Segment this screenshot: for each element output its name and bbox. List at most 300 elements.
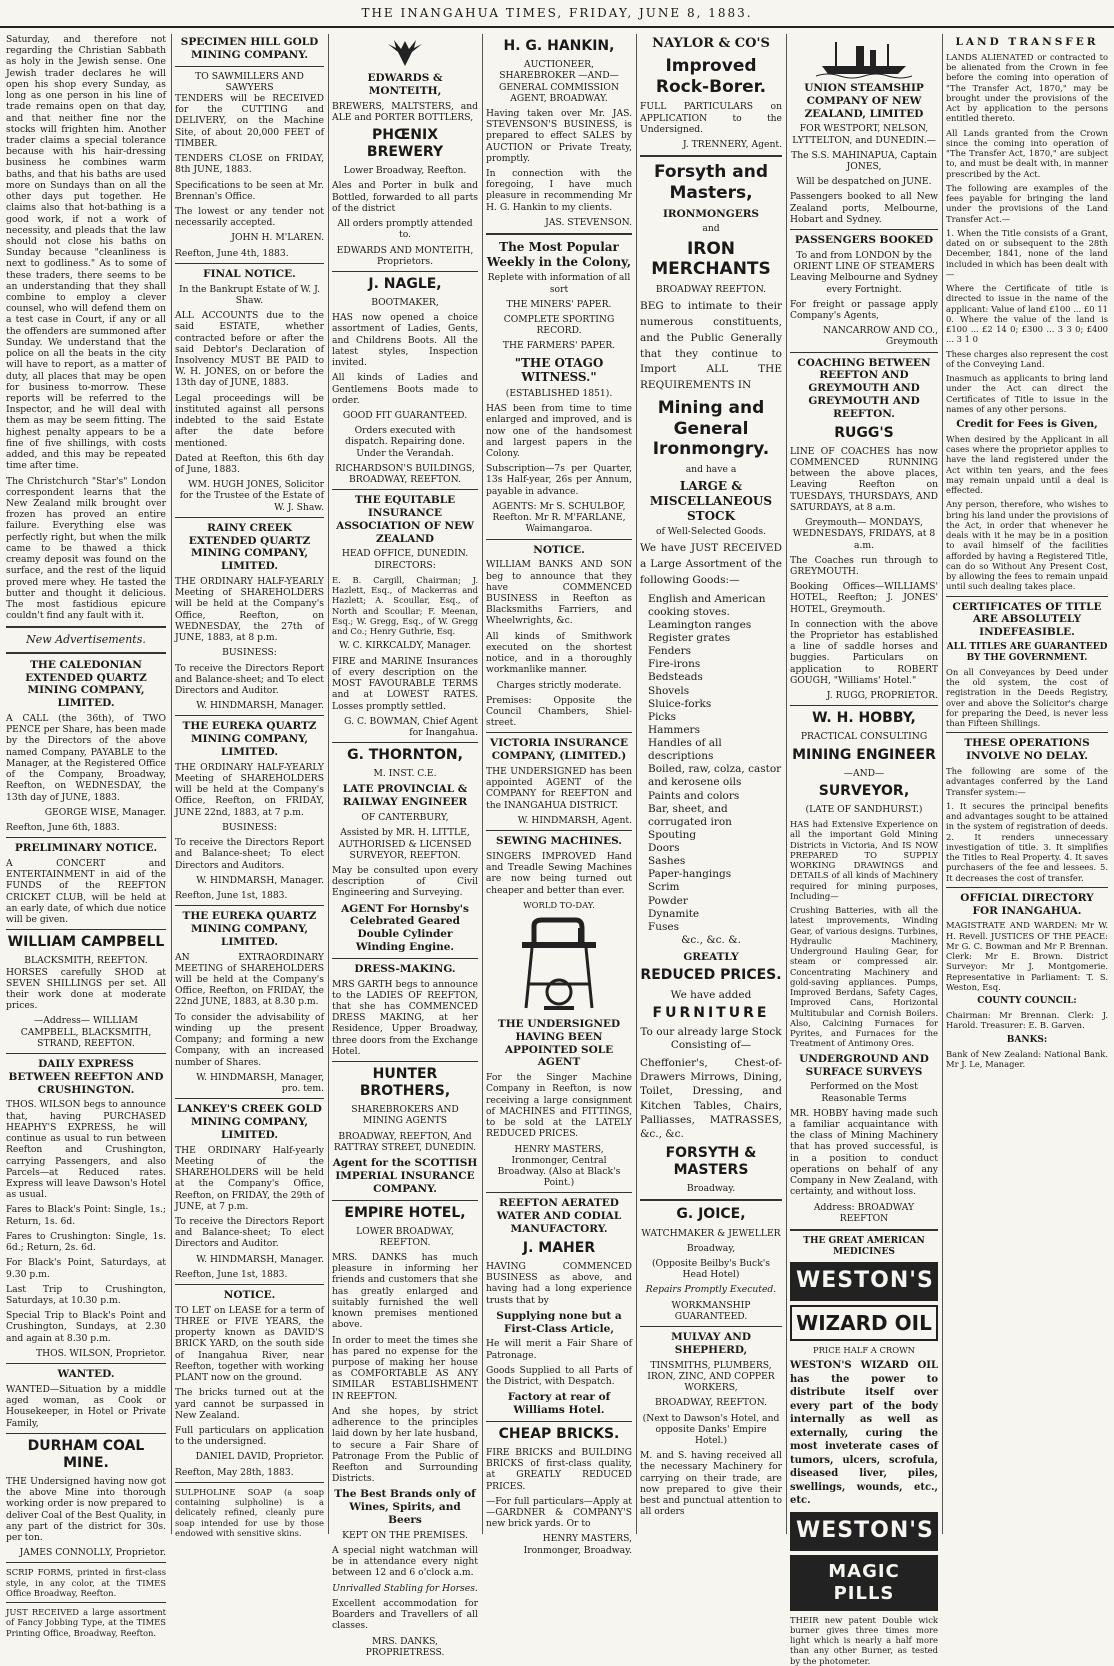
ad-body: THEIR new patent Double wick burner gives three times more light which is nearly a half more than any other Burner, as tested by the photometer. xyxy=(790,1614,938,1666)
ad-subheading: TINSMITHS, PLUMBERS, IRON, ZINC, AND COPPER WORKERS, xyxy=(647,1359,775,1394)
column-rule xyxy=(786,34,787,1534)
divider xyxy=(175,1284,324,1285)
ad-heading: Factory at rear of Williams Hotel. xyxy=(507,1391,611,1417)
divider xyxy=(6,1363,166,1364)
divider xyxy=(6,1562,166,1563)
ad-body: In order to meet the times she has pared no expense for the purpose of making her house as COMFORTABLE AS ANY SIMILAR ESTABLISHMENT IN REEFTON. xyxy=(332,1334,478,1402)
list-item: Hammers xyxy=(648,723,700,736)
ad-heading: LAND TRANSFER xyxy=(955,36,1099,48)
ad-signature: HENRY MASTERS, Ironmonger, Central Broadway. (Also at Black's Point.) xyxy=(497,1143,621,1189)
ad-body: HAVING COMMENCED BUSINESS as above, and having had a long experience trusts that by xyxy=(486,1260,632,1306)
ad-signature: JAS. STEVENSON. xyxy=(545,216,632,228)
list-item: Paints and colors xyxy=(648,789,740,802)
ad-body: WANTED—Situation by a middle aged woman, as Cook or Housekeeper, in Hotel or Private Family, xyxy=(6,1383,166,1429)
divider xyxy=(6,626,166,628)
ad-signature: J. TRENNERY, Agent. xyxy=(682,138,782,150)
ad-heading: DAILY EXPRESS BETWEEN REEFTON AND CRUSHINGTON. xyxy=(8,1058,164,1096)
list-item: Register grates xyxy=(648,632,731,645)
ad-body: To consider the advisability of winding up the present Company; and forming a new Company, with an increased number of Shares. xyxy=(175,1011,324,1068)
ad-body: SCRIP FORMS, printed in first-class style, in any color, at the TIMES Office Broadway, Reefton. xyxy=(6,1567,166,1598)
ad-body: HAS now opened a choice assortment of Ladies, Gents, and Childrens Boots. All the latest styles, Inspection invited. xyxy=(332,312,478,369)
ad-heading: THE EQUITABLE INSURANCE ASSOCIATION OF NEW ZEALAND xyxy=(336,494,474,545)
ad-heading: Forsyth and Masters, xyxy=(653,162,769,203)
divider xyxy=(640,1326,782,1327)
column-5 xyxy=(640,34,782,1534)
business-label: BUSINESS: xyxy=(222,647,277,659)
ad-body: LANDS ALIENATED or contracted to be alienated from the Crown in fee before the coming into operation of "The Transfer Act, 1870," may be brought under the provisions of the Act by application to the persons entitled thereto. xyxy=(946,51,1108,124)
ad-heading: RUGG'S xyxy=(834,424,894,441)
ad-address: Broadway. xyxy=(686,1183,736,1195)
divider xyxy=(332,958,478,959)
ad-heading: SPECIMEN HILL GOLD MINING COMPANY. xyxy=(180,36,319,61)
ad-heading: FINAL NOTICE. xyxy=(203,267,296,280)
divider xyxy=(332,271,478,272)
ad-line: (ESTABLISHED 1851). xyxy=(505,387,613,399)
ad-body: HAS been from time to time enlarged and improved, and is now one of the handsomest and largest papers in the Colony. xyxy=(486,403,632,460)
ad-body: TENDERS will be RECEIVED for the CUTTING and DELIVERY, on the Machine Site, of about 20,000 FEET of TIMBER. xyxy=(175,93,324,149)
list-item: Bar, sheet, and corrugated iron xyxy=(648,802,732,828)
ad-signature: THOS. WILSON, Proprietor. xyxy=(35,1347,166,1359)
ad-line: KEPT ON THE PREMISES. xyxy=(342,1529,468,1541)
ad-line: of Well-Selected Goods. xyxy=(655,526,767,538)
ad-line: and have a xyxy=(685,464,737,476)
list-item: Fenders xyxy=(648,645,692,658)
ad-line: THE FARMERS' PAPER. xyxy=(502,340,616,352)
ad-heading: G. THORNTON, xyxy=(347,747,463,764)
list-item: Boiled, raw, colza, castor and kerosene oils xyxy=(648,763,782,789)
ad-subheading: ALL TITLES ARE GUARANTEED BY THE GOVERNMENT. xyxy=(946,641,1108,663)
divider xyxy=(332,1061,478,1062)
ad-body: Excellent accommodation for Boarders and Travellers of all classes. xyxy=(332,1597,478,1632)
ad-body: HAS had Extensive Experience on all the important Gold Mining Districts in Victoria, And IS NOW PREPARED TO SUPPLY WORKING DRAWINGS and DETAILS of all kinds of Machinery required for mining purposes, Including— xyxy=(790,819,938,901)
ad-line: TENDERS CLOSE on FRIDAY, 8th JUNE, 1883. xyxy=(175,153,324,176)
ad-body: M. and S. having received all the necessary Machinery for carrying on their trade, are now prepared to give their best and punctual attention to all orders xyxy=(640,1450,782,1518)
business-label: BUSINESS: xyxy=(222,821,277,833)
ad-body: JUST RECEIVED a large assortment of Fancy Jobbing Type, at the TIMES Printing Office, Broadway, Reefton. xyxy=(6,1607,166,1638)
ad-body: To and from LONDON by the ORIENT LINE OF STEAMERS Leaving Melbourne and Sydney every Fortnight. xyxy=(790,249,938,295)
ad-subheading: BANKS: xyxy=(1006,1034,1048,1045)
ad-body: Ales and Porter in bulk and Bottled, forwarded to all parts of the district xyxy=(332,180,478,214)
ad-body: To receive the Directors Report and Balance-sheet; To elect Directors and Auditor. xyxy=(175,1215,324,1250)
list-item: Spouting xyxy=(648,828,697,841)
ad-body: Assisted by MR. H. LITTLE, AUTHORISED & LICENSED SURVEYOR, REEFTON. xyxy=(338,827,472,861)
divider xyxy=(6,1602,166,1603)
ad-body: When desired by the Applicant in all cases where the proprietor applies to have the land registered under the Act within ten years, and the fees may remain unpaid until a deal is effected. xyxy=(946,433,1108,496)
ad-body: MRS GARTH begs to announce to the LADIES OF REEFTON, that she has COMMENCED DRESS MAKING, at her Residence, Upper Broadway, three doors from the Exchange Hotel. xyxy=(332,978,478,1057)
ad-signature: NANCARROW AND CO., Greymouth xyxy=(823,325,938,348)
ad-address: BROADWAY, REEFTON, And RATTRAY STREET, DUNEDIN. xyxy=(333,1130,477,1153)
ad-body: FIRE and MARINE Insurances of every description on the MOST FAVOURABLE TERMS and at LOWEST RATES. Losses promptly settled. xyxy=(332,655,478,712)
ad-line: PRICE HALF A CROWN xyxy=(812,1345,916,1356)
ad-body: THE ORDINARY Half-yearly Meeting of the SHAREHOLDERS will be held at the Company's Office, Reefton, on FRIDAY, the 29th of JUNE, at 7 p.m. xyxy=(175,1144,324,1212)
ad-date: Dated at Reefton, this 6th day of June, 1883. xyxy=(175,452,324,475)
ad-address: RICHARDSON'S BUILDINGS, BROADWAY, REEFTON. xyxy=(335,462,475,486)
divider xyxy=(790,1229,938,1231)
ad-heading: THE CALEDONIAN EXTENDED QUARTZ MINING COMPANY, LIMITED. xyxy=(25,658,147,710)
list-item: Fire-irons xyxy=(648,658,701,671)
ad-body: ALL ACCOUNTS due to the said ESTATE, whether contracted before or after the said Debtor's Declaration of Insolvency MUST BE PAID to W. H. JONES, on or before the 13th day of JUNE, 1883. xyxy=(175,310,324,389)
ad-body: 1. It secures the principal benefits and advantages sought to be attained in the system of registration of deeds. 2. It renders unnecessary investigation of title. 3. It simplifies the Titles to Real Property. 4. It saves purchasers of the fee and lessees. 5. It decreases the cost of transfer. xyxy=(946,800,1108,883)
article-paragraph: Saturday, and therefore not regarding the Christian Sabbath as holy in the Jewish sense. One Jewish trader declares he will open his shop every Sunday, as long as one person in his line of trade remains open on that day, and that neither fine nor the stocks will frighten him. Another trader claims a special tolerance because with his hair-dressing business he combines warm baths, and that his baths are used more on Sundays than on all the other days put together. He claims also that hot-bathing is a good work, if not a work of necessity, and pleads that the law should not close his baths on Sunday because "cleanliness is next to godliness." As to some of these traders, there seems to be an understanding that they shall combine to employ a clever counsel, who will defend them on a test case in Court, if any or all the offenders are summoned after Sunday. We understand that the police on all the beats in the city will have to report, as a matter of duty, all places that may be open for business to-morrow. These reports will be referred to the Inspector, and he will deal with them as may be seem fitting. The highest penalty appears to be a fine of five shillings, with costs added, and this may be repeated time after time. xyxy=(6,34,166,472)
magic-pills-logo: MAGIC PILLS xyxy=(790,1555,938,1611)
ad-heading: REEFTON AERATED WATER AND CODIAL MANUFACTORY. xyxy=(496,1197,622,1236)
list-item: English and American cooking stoves. xyxy=(648,592,766,618)
ad-heading: VICTORIA INSURANCE COMPANY, (LIMITED.) xyxy=(490,737,628,763)
list-item: Bedsteads xyxy=(648,671,703,684)
ad-date: Reefton, June 6th, 1883. xyxy=(6,821,120,833)
ad-body: BEG to intimate to their numerous constituents, and the Public Generally that they continue to Import ALL THE REQUIREMENTS IN xyxy=(640,300,782,392)
ad-body: HORSES carefully SHOD at SEVEN SHILLINGS per set. All their work done at moderate prices. xyxy=(6,966,166,1012)
ad-address: LOWER BROADWAY, REEFTON. xyxy=(356,1225,454,1248)
ad-line: and xyxy=(702,223,720,235)
ad-heading: UNDERGROUND AND SURFACE SURVEYS xyxy=(799,1052,929,1078)
list-item: Doors xyxy=(648,842,680,855)
ad-date: Reefton, May 28th, 1883. xyxy=(175,1466,294,1478)
divider xyxy=(6,1433,166,1434)
ad-subheading: WATCHMAKER & JEWELLER xyxy=(641,1227,781,1239)
wizard-oil-banner: WESTON'S xyxy=(790,1262,938,1301)
ad-address: Address: BROADWAY REEFTON xyxy=(813,1201,915,1224)
divider xyxy=(175,905,324,906)
list-item: Fuses xyxy=(648,920,680,933)
ad-heading: Credit for Fees is Given, xyxy=(956,418,1098,431)
ad-signature: MRS. DANKS, PROPRIETRESS. xyxy=(365,1635,445,1658)
ad-heading: DURHAM COAL MINE. xyxy=(27,1437,145,1471)
column-4 xyxy=(486,34,632,1556)
ad-body: We have JUST RECEIVED a Large Assortment of the following Goods:— xyxy=(640,542,782,586)
ad-line: (LATE OF SANDHURST.) xyxy=(805,804,923,816)
ad-heading: AGENT For Hornsby's Celebrated Geared Double Cylinder Winding Engine. xyxy=(341,902,469,953)
ad-heading: WILLIAM CAMPBELL xyxy=(7,934,165,951)
ad-heading: H. G. HANKIN, xyxy=(503,38,615,54)
ad-body: Where the Certificate of title is directed to issue in the name of the applicant: Value of land £100 ... £0 11 0. Where the value of the land is £100 ... £2 14 0; £300 ... 3 3 0; £400 ... 3 1 0 xyxy=(946,283,1108,345)
ad-line: GOOD FIT GUARANTEED. xyxy=(342,409,468,421)
ad-heading: PHŒNIX BREWERY xyxy=(366,127,444,161)
ad-address: —Address— WILLIAM CAMPBELL, BLACKSMITH, STRAND, REEFTON. xyxy=(20,1015,152,1049)
ad-heading: EMPIRE HOTEL, xyxy=(344,1204,466,1221)
column-rule xyxy=(636,34,637,1534)
ad-body: Cheffonier's, Chest-of-Drawers Mirrows, Dining, Toilet, Dressing, and Kitchen Tables, Chairs, Palliasses, MATRASSES, &c., &c. xyxy=(640,1057,782,1140)
ad-heading: DRESS-MAKING. xyxy=(354,962,456,975)
ad-heading: COACHING BETWEEN REEFTON AND GREYMOUTH AND GREYMOUTH AND REEFTON. xyxy=(797,356,931,420)
divider xyxy=(175,1482,324,1483)
ad-line: WORLD TO-DAY. xyxy=(523,899,595,910)
list-item: Leamington ranges xyxy=(648,618,752,631)
ad-body: All kinds of Ladies and Gentlemens Boots made to order. xyxy=(332,372,478,406)
ad-subheading: BLACKSMITH, REEFTON. xyxy=(24,955,148,967)
ad-signature: GEORGE WISE, Manager. xyxy=(44,806,166,818)
ad-heading: LATE PROVINCIAL & RAILWAY ENGINEER xyxy=(342,783,468,809)
ad-line: COMPLETE SPORTING RECORD. xyxy=(503,314,615,337)
ad-heading: CHEAP BRICKS. xyxy=(498,1425,620,1442)
ad-body: SINGERS IMPROVED Hand and Treadle Sewing Machines are now being turned out cheaper and better than ever. xyxy=(486,850,632,896)
ad-date: Reefton, June 4th, 1883. xyxy=(175,247,289,259)
ad-line: Charges strictly moderate. xyxy=(496,679,622,691)
ad-line: The S.S. MAHINAPUA, Captain JONES, xyxy=(791,149,937,173)
ad-body: The following are some of the advantages conferred by the Land Transfer system:— xyxy=(946,766,1108,797)
ad-heading: HUNTER BROTHERS, xyxy=(359,1066,451,1100)
ad-body: Booking Offices—WILLIAMS' HOTEL, Reefton; J. JONES' HOTEL, Greymouth. xyxy=(790,581,938,615)
ad-heading: The Best Brands only of Wines, Spirits, and Beers xyxy=(334,1488,476,1527)
ad-body: AN EXTRAORDINARY MEETING of SHAREHOLDERS will be held at the Company's Office, Reefton, on FRIDAY, the 22nd JUNE, 1883, at 8.30 p.m. xyxy=(175,951,324,1008)
ad-body: WESTON'S WIZARD OIL has the power to distribute itself over every part of the body internally as well as externally, curing the most inveterate cases of tumors, ulcers, scrofula, diseased liver, piles, swellings, wounds, etc., etc. xyxy=(790,1360,938,1507)
ad-signature: JOHN H. M'LAREN. xyxy=(231,232,324,244)
column-rule xyxy=(942,34,943,1534)
divider xyxy=(175,715,324,716)
ad-heading: NOTICE. xyxy=(533,543,585,556)
ad-body: All kinds of Smithwork executed on the shortest notice, and in a thoroughly workmanlike manner. xyxy=(486,630,632,676)
ad-line: FOR WESTPORT, NELSON, LYTTELTON, and DUNEDIN.— xyxy=(792,123,936,146)
ad-body: WILLIAM BANKS AND SON beg to announce that they have COMMENCED BUSINESS in Reefton as Blacksmiths Farriers, and Wheelwrights, &c. xyxy=(486,559,632,627)
ad-line: Fares to Crushington: Single, 1s. 6d.; Return, 2s. 6d. xyxy=(6,1230,166,1254)
ad-body: In connection with the above the Proprietor has established a line of saddle horses and buggies. Particulars on application to ROBERT GOUGH, "Williams' Hotel." xyxy=(790,618,938,686)
ad-line: Orders executed with dispatch. Repairing done. Under the Verandah. xyxy=(345,425,465,459)
divider xyxy=(486,830,632,831)
ad-line: Special Trip to Black's Point and Crushington, Sundays, at 2.30 and again at 8.30 p.m. xyxy=(6,1310,166,1344)
column-2 xyxy=(175,34,324,1538)
ad-body: Legal proceedings will be instituted against all persons indebted to the said Estate after the date before mentioned. xyxy=(175,392,324,449)
ad-body: The following are examples of the fees payable for bringing the land under the provisions of the Land Transfer Act.— xyxy=(946,182,1108,224)
divider xyxy=(332,1200,478,1201)
divider xyxy=(946,732,1108,733)
divider xyxy=(946,887,1108,888)
ad-line: WORKMANSHIP GUARANTEED. xyxy=(671,1299,751,1322)
ad-body: To receive the Directors Report and Balance-sheet; To elect Directors and Auditors. xyxy=(175,837,324,871)
list-item: Shovels xyxy=(648,684,690,697)
ad-heading: Improved Rock-Borer. xyxy=(655,55,767,97)
ad-body: In connection with the foregoing, I have much pleasure in recommending Mr H. G. Hankin to my clients. xyxy=(486,168,632,213)
section-heading: New Advertisements. xyxy=(26,633,146,647)
ad-heading: W. H. HOBBY, xyxy=(812,710,916,727)
ad-body: Any person, therefore, who wishes to bring his land under the provisions of the Act, in order that whenever he deals with it he may be in a position to avail himself of the facilities afforded by having a Registered Title, can do so Without Any Present Cost, by allowing the fees to remain unpaid until such dealing takes place. xyxy=(946,499,1108,592)
ad-signature: WM. HUGH JONES, Solicitor for the Trustee of the Estate of W. J. Shaw. xyxy=(179,479,324,513)
ad-line: &c., &c. &. xyxy=(681,933,741,946)
ad-signature: W. HINDMARSH, Manager, pro. tem. xyxy=(196,1071,324,1095)
ad-heading: CERTIFICATES OF TITLE ARE ABSOLUTELY INDEFEASIBLE. xyxy=(952,600,1102,639)
column-rule xyxy=(328,34,329,1534)
ad-address: Broadway, xyxy=(686,1242,736,1254)
ad-heading: NAYLOR & CO'S xyxy=(652,36,770,51)
ad-heading: UNION STEAMSHIP COMPANY OF NEW ZEALAND, LIMITED xyxy=(804,82,924,120)
ad-body: On all Conveyances by Deed under the old system, the cost of registration in the Deeds Registry, over and above the Solicitor's charge for preparing the Deed, is never less than Fifteen Shillings. xyxy=(946,666,1108,729)
ad-heading: GREATLY xyxy=(683,950,739,963)
ad-heading: Agent for the SCOTTISH IMPERIAL INSURANCE COMPANY. xyxy=(332,1157,478,1195)
divider xyxy=(486,732,632,733)
ad-heading: THE EUREKA QUARTZ MINING COMPANY, LIMITED. xyxy=(182,720,317,759)
divider xyxy=(486,233,632,235)
ad-subheading: AUCTIONEER, SHAREBROKER —AND— GENERAL COMMISSION AGENT, BROADWAY. xyxy=(499,59,619,104)
ad-line: (Next to Dawson's Hotel, and opposite Danks' Empire Hotel.) xyxy=(642,1412,780,1446)
ad-body: Full particulars on application to the undersigned. xyxy=(175,1425,324,1448)
ad-body: MRS. DANKS has much pleasure in informing her friends and customers that she has greatly enlarged and suitably furnished the well known premises mentioned above. xyxy=(332,1252,478,1331)
ad-heading: WANTED. xyxy=(57,1368,115,1381)
ad-body: To receive the Directors Report and Balance-sheet; and To elect Directors and Auditor. xyxy=(175,662,324,696)
ad-subheading: TO SAWMILLERS AND SAWYERS xyxy=(195,70,304,93)
ad-heading: IRON MERCHANTS xyxy=(651,238,771,280)
ad-body: A special night watchman will be in attendance every night between 12 and 6 o'clock a.m. xyxy=(332,1545,478,1579)
ad-signature: EDWARDS AND MONTEITH, Proprietors. xyxy=(336,244,474,267)
ad-line: Will be despatched on JUNE. xyxy=(796,176,932,188)
ad-subheading: IRONMONGERS xyxy=(662,207,760,220)
ad-signature: W. HINDMARSH, Manager. xyxy=(196,700,324,712)
divider xyxy=(790,705,938,706)
ad-body: A CONCERT and ENTERTAINMENT in aid of the FUNDS of the REEFTON CRICKET CLUB, will be held at an early date, of which due notice will be given. xyxy=(6,857,166,926)
list-item: Sashes xyxy=(648,855,686,868)
ad-body: BREWERS, MALTSTERS, and ALE and PORTER BOTTLERS, xyxy=(332,100,478,123)
ad-body: All Lands granted from the Crown since the coming into operation of "The Transfer Act, 1870," are subject to, and must be dealt with, in manner prescribed by the Act. xyxy=(946,127,1108,179)
ad-heading: FURNITURE xyxy=(652,1005,770,1022)
divider xyxy=(175,1098,324,1099)
ad-body: THE ORDINARY HALF-YEARLY Meeting of SHAREHOLDERS will be held at the Company's Office, Reefton, on WEDNESDAY, the 27th of JUNE, 1883, at 8 p.m. xyxy=(175,576,324,644)
masthead: THE INANGAHUA TIMES, FRIDAY, JUNE 8, 1883. xyxy=(0,0,1114,28)
ad-heading: FORSYTH & MASTERS xyxy=(665,1145,757,1179)
ad-heading: "THE OTAGO WITNESS." xyxy=(514,355,604,385)
ad-body: Having taken over Mr. JAS. STEVENSON'S BUSINESS, is prepared to effect SALES by AUCTION or Private Treaty, promptly. xyxy=(486,107,632,164)
ad-heading: THESE OPERATIONS INVOLVE NO DELAY. xyxy=(964,737,1090,763)
ad-body: Subscription—7s per Quarter, 13s Half-year, 26s per Annum, payable in advance. xyxy=(486,463,632,497)
ad-subheading: Replete with information of all sort xyxy=(487,272,631,295)
ad-body: MAGISTRATE AND WARDEN: Mr W. H. Revell. JUSTICES OF THE PEACE: Mr G. C. Bowman and Mr P. Brennan. Clerk: Mr E. Brown. District Surveyor: Mr J. Montgomerie. Representative in Parliament: T. S. Weston, Esq. xyxy=(946,920,1108,992)
ad-body: —For full particulars—Apply at—GARDNER & COMPANY'S new brick yards. Or to xyxy=(486,1495,632,1530)
ad-signature: DANIEL DAVID, Proprietor. xyxy=(195,1451,324,1463)
divider xyxy=(486,539,632,540)
ad-body: A CALL (the 36th), of TWO PENCE per Share, has been made by the Directors of the above named Company, PAYABLE to the Manager, at the Registered Office of the Company, Broadway, Reefton, on WEDNESDAY, the 13th day of JUNE, 1883. xyxy=(6,712,166,803)
ad-heading: G. JOICE, xyxy=(676,1206,746,1223)
divider xyxy=(332,489,478,490)
ad-heading: LANKEY'S CREEK GOLD MINING COMPANY, LIMITED. xyxy=(177,1103,322,1141)
list-item: Sluice-forks xyxy=(648,697,712,710)
ad-line: —AND— xyxy=(843,767,885,779)
column-rule xyxy=(171,34,172,1534)
ad-signature: W. HINDMARSH, Manager. xyxy=(196,1253,324,1265)
phoenix-emblem-icon xyxy=(380,38,430,68)
column-6 xyxy=(790,34,938,1666)
list-item: Dynamite xyxy=(648,907,700,920)
ad-heading: MULVAY AND SHEPHERD, xyxy=(671,1331,751,1356)
ad-body: Goods Supplied to all Parts of the District, with Despatch. xyxy=(486,1364,632,1388)
ad-signature: G. C. BOWMAN, Chief Agent for Inangahua. xyxy=(344,715,478,738)
ad-line: All orders promptly attended to. xyxy=(337,218,473,241)
ad-line: The Coaches run through to GREYMOUTH. xyxy=(790,554,938,577)
ad-heading: EDWARDS & MONTEITH, xyxy=(367,72,443,97)
ad-line: To our already large Stock Consisting of— xyxy=(640,1026,782,1052)
ad-heading: PRELIMINARY NOTICE. xyxy=(14,842,158,855)
ad-date: Reefton, June 1st, 1883. xyxy=(175,890,288,901)
ad-address: BROADWAY REEFTON. xyxy=(655,284,767,296)
ad-body: For freight or passage apply Company's Agents, xyxy=(790,298,938,322)
divider xyxy=(175,517,324,518)
list-item: Powder xyxy=(648,894,688,907)
column-7 xyxy=(946,34,1108,1534)
ad-subheading: SHAREBROKERS AND MINING AGENTS xyxy=(351,1104,459,1127)
ad-date: Reefton, June 1st, 1883. xyxy=(175,1268,288,1280)
divider xyxy=(175,66,324,67)
column-rule xyxy=(482,34,483,1534)
ad-heading: SEWING MACHINES. xyxy=(496,835,622,848)
ad-line: We have added xyxy=(670,988,752,1001)
list-item: Paper-hangings xyxy=(648,868,732,881)
ad-heading: Supplying none but a First-Class Article, xyxy=(496,1309,622,1335)
ad-body: MR. HOBBY having made such a familiar acquaintance with the class of Mining Machinery that has proved successful, is in a position to conduct operations on behalf of any Company in New Zealand, with certainty, and without loss. xyxy=(790,1107,938,1198)
ad-signature: W. HINDMARSH, Manager. xyxy=(196,874,324,886)
list-item: Scrim xyxy=(648,881,680,894)
ad-body: For the Singer Machine Company in Reefton, is now receiving a large consignment of MACHINES and FITTINGS, to be sold at the LATELY REDUCED PRICES. xyxy=(486,1072,632,1140)
divider xyxy=(6,652,166,654)
sewing-machine-icon xyxy=(514,914,604,1014)
ad-signature: J. RUGG, PROPRIETOR. xyxy=(826,690,938,702)
ad-body: SULPHOLINE SOAP (a soap containing sulpholine) is a delicately refined, cleanly pure soap intended for use by those endowed with sensitive skins. xyxy=(175,1486,324,1538)
divider xyxy=(946,596,1108,597)
ad-body: Premises: Opposite the Council Chambers, Shiel-street. xyxy=(486,694,632,729)
ad-body: These charges also represent the cost of the Conveying Land. xyxy=(946,348,1108,369)
divider xyxy=(6,1053,166,1054)
ad-signature: W. HINDMARSH, Agent. xyxy=(517,814,632,826)
ad-body: Greymouth— MONDAYS, WEDNESDAYS, FRIDAYS, at 8 a.m. xyxy=(792,517,936,551)
ad-body: Passengers booked to all New Zealand ports, Melbourne, Hobart and Sydney. xyxy=(790,191,938,225)
divider xyxy=(486,1192,632,1193)
divider xyxy=(6,837,166,838)
ad-heading: LARGE & MISCELLANEOUS STOCK xyxy=(649,479,773,523)
ad-body: TO LET on LEASE for a term of THREE or FIVE YEARS, the property known as DAVID'S BRICK YARD, on the south side of Inangahua River, near Reefton, together with working PLANT now on the ground. xyxy=(175,1304,324,1384)
ad-heading: Mining and General Ironmongry. xyxy=(652,397,770,460)
ad-body: The bricks turned out at the yard cannot be surpassed in New Zealand. xyxy=(175,1387,324,1421)
magic-pills-banner: WESTON'S xyxy=(790,1512,938,1551)
ad-heading: RAINY CREEK EXTENDED QUARTZ MINING COMPANY, LIMITED. xyxy=(188,521,311,573)
ad-subheading: In the Bankrupt Estate of W. J. Shaw. xyxy=(178,283,320,306)
ad-subheading: HEAD OFFICE, DUNEDIN. DIRECTORS: xyxy=(341,548,469,571)
ad-heading: OFFICIAL DIRECTORY FOR INANGAHUA. xyxy=(960,891,1094,917)
ad-body: THE ORDINARY HALF-YEARLY Meeting of SHAREHOLDERS will be held at the Company's Office, Reefton, on FRIDAY, JUNE 22nd, 1883, at 7 p.m. xyxy=(175,761,324,818)
ad-address: BROADWAY, REEFTON. xyxy=(655,1397,767,1409)
ad-signature: JAMES CONNOLLY, Proprietor. xyxy=(19,1547,166,1559)
ad-body: Crushing Batteries, with all the latest improvements, Winding Gear, of various designs. Turbines, Hydraulic Machinery, Underground Hauling Gear, for steam or compressed air. Concentrating Machinery and gold-saving appliances. Pumps, Improved Berdans, Safety Cages, Improved Cans, Horizontal Multitubular and Cornish Boilers. Also, Calcining Furnaces for Pyrites, and Furnaces for the Treatment of Antimony Ores. xyxy=(790,905,938,1049)
divider xyxy=(790,229,938,230)
divider xyxy=(486,1421,632,1422)
ad-body: He will merit a Fair Share of Patronage. xyxy=(486,1338,632,1361)
divider xyxy=(175,263,324,264)
column-1 xyxy=(6,34,166,1638)
list-item: Handles of all descriptions xyxy=(648,737,722,763)
ad-heading: MINING ENGINEER xyxy=(792,746,936,763)
list-item: Picks xyxy=(648,710,677,723)
ad-line: (Opposite Beilby's Buck's Head Hotel) xyxy=(651,1257,771,1281)
ad-body: LINE OF COACHES has now COMMENCED RUNNING between the above places, Leaving Reefton on TUESDAYS, THURSDAYS, AND SATURDAYS, at 8 a.m. xyxy=(790,445,938,513)
ad-body: May be consulted upon every description of Civil Engineering and Surveying. xyxy=(332,864,478,899)
ad-heading: NOTICE. xyxy=(223,1289,276,1302)
ad-line: For Black's Point, Saturdays, at 9.30 p.m. xyxy=(6,1257,166,1280)
ad-line: Specifications to be seen at Mr. Brennan's Office. xyxy=(175,179,324,202)
ad-subheading: COUNTY COUNCIL: xyxy=(977,996,1077,1007)
ad-line: Last Trip to Crushington, Saturdays, at 10.30 p.m. xyxy=(6,1283,166,1306)
ad-heading: THE GREAT AMERICAN MEDICINES xyxy=(803,1235,925,1257)
ad-body: 1. When the Title consists of a Grant, dated on or subsequent to the 28th December, 1841, none of the land included in which has been dealt with— xyxy=(946,227,1108,279)
ad-body: THE Undersigned having now got the above Mine into thorough working order is now prepared to deliver Coal of the Best Quality, in any part of the district for 30s. per ton. xyxy=(6,1475,166,1543)
ad-heading: SURVEYOR, xyxy=(818,782,910,799)
ad-signature: HENRY MASTERS, Ironmonger, Broadway. xyxy=(523,1533,632,1556)
article-paragraph: The Christchurch "Star's" London correspondent learns that the New Zealand milk brought over frozen has proved an entire failure. Everything else was perfectly right, but when the milk came to be thawed a thick creamy deposit was found on the surface, and the rest of the liquid proved mere whey. He tasted the butter and thought it delicious. The most fastidious epicure couldn't find any fault with it. xyxy=(6,475,166,622)
ad-subheading: BOOTMAKER, xyxy=(371,297,439,309)
ad-line: OF CANTERBURY, xyxy=(361,812,449,824)
divider xyxy=(6,929,166,930)
column-3 xyxy=(332,34,478,1658)
ad-address: Lower Broadway, Reefton. xyxy=(343,165,467,177)
ad-heading: PASSENGERS BOOKED xyxy=(794,234,934,247)
ad-body: THE UNDERSIGNED has been appointed AGENT of the COMPANY for REEFTON and the INANGAHUA DISTRICT. xyxy=(486,766,632,811)
ad-body: E. B. Cargill, Chairman; J. Hazlett, Esq., of Mackerras and Hazlett; A. Scoullar, Esq., of North and Scoullar; F. Meenan, Esq.; W. Gregg, Esq., of W. Gregg and Co.; Henry Guthrie, Esq. xyxy=(332,574,478,637)
ad-line: Fares to Black's Point: Single, 1s.; Return, 1s. 6d. xyxy=(6,1204,166,1227)
ad-body: FIRE BRICKS and BUILDING BRICKS of first-class quality, at GREATLY REDUCED PRICES. xyxy=(486,1446,632,1492)
ad-line: Unrivalled Stabling for Horses. xyxy=(332,1582,478,1594)
